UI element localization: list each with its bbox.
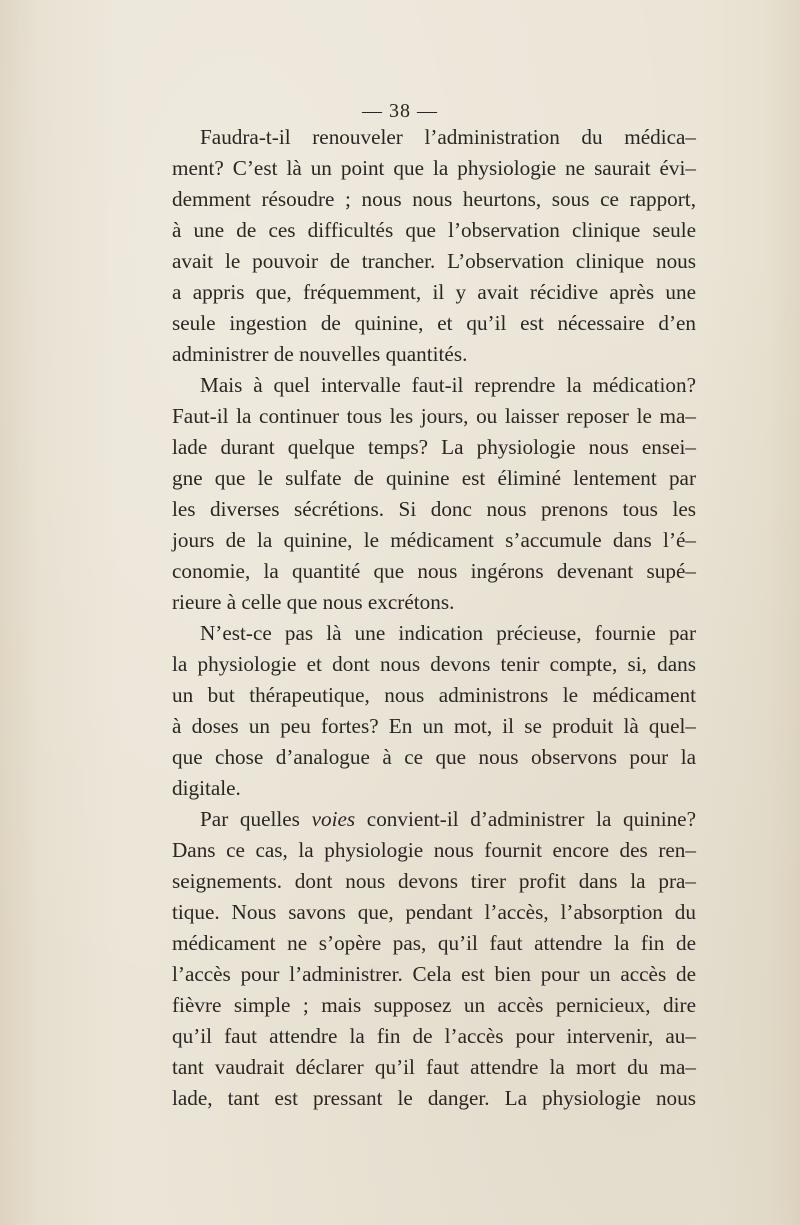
text-line: administrer de nouvelles quantités.	[172, 342, 468, 366]
text-line: fièvre simple ; mais supposez un accès pernicieux, dire	[172, 993, 696, 1017]
text-run: Par quelles	[200, 807, 312, 831]
text-line: avait le pouvoir de trancher. L’observation clinique nous	[172, 249, 696, 273]
text-line: que chose d’analogue à ce que nous observons pour la	[172, 745, 696, 769]
text-line: Faut-il la continuer tous les jours, ou laisser reposer le ma–	[172, 404, 696, 428]
text-line: à doses un peu fortes? En un mot, il se produit là quel–	[172, 714, 696, 738]
text-line: rieure à celle que nous excrétons.	[172, 590, 455, 614]
text-line: médicament ne s’opère pas, qu’il faut attendre la fin de	[172, 931, 696, 955]
text-line: seule ingestion de quinine, et qu’il est nécessaire d’en	[172, 311, 696, 335]
text-line: tique. Nous savons que, pendant l’accès, l’absorption du	[172, 900, 696, 924]
text-line: les diverses sécrétions. Si donc nous prenons tous les	[172, 497, 696, 521]
text-line: a appris que, fréquemment, il y avait récidive après une	[172, 280, 696, 304]
text-line: ment? C’est là un point que la physiologie ne saurait évi–	[172, 156, 696, 180]
text-line: lade durant quelque temps? La physiologie nous ensei–	[172, 435, 696, 459]
text-line: qu’il faut attendre la fin de l’accès pour intervenir, au–	[172, 1024, 696, 1048]
body-text	[172, 122, 696, 1114]
text-line: à une de ces difficultés que l’observation clinique seule	[172, 218, 696, 242]
text-line: jours de la quinine, le médicament s’accumule dans l’é–	[172, 528, 696, 552]
text-line: gne que le sulfate de quinine est éliminé lentement par	[172, 466, 696, 490]
text-line: Dans ce cas, la physiologie nous fournit encore des ren–	[172, 838, 696, 862]
text-line: demment résoudre ; nous nous heurtons, sous ce rapport,	[172, 187, 696, 211]
text-line: la physiologie et dont nous devons tenir compte, si, dans	[172, 652, 696, 676]
text-run: convient-il d’administrer la quinine?	[355, 807, 696, 831]
italic-word: voies	[311, 807, 356, 831]
text-line: l’accès pour l’administrer. Cela est bien pour un accès de	[172, 962, 696, 986]
text-line: un but thérapeutique, nous administrons le médicament	[172, 683, 696, 707]
text-line: conomie, la quantité que nous ingérons devenant supé–	[172, 559, 696, 583]
text-line: Faudra-t-il renouveler l’administration du médica–	[200, 125, 696, 149]
text-line: lade, tant est pressant le danger. La physiologie nous	[172, 1086, 696, 1110]
text-line: seignements. dont nous devons tirer profit dans la pra–	[172, 869, 696, 893]
text-line: digitale.	[172, 776, 241, 800]
text-line: N’est-ce pas là une indication précieuse, fournie par	[200, 621, 696, 645]
text-line: Mais à quel intervalle faut-il reprendre la médication?	[200, 373, 696, 397]
page-number: — 38 —	[362, 100, 438, 122]
text-line: tant vaudrait déclarer qu’il faut attendre la mort du ma–	[172, 1055, 696, 1079]
text-line	[172, 804, 696, 835]
